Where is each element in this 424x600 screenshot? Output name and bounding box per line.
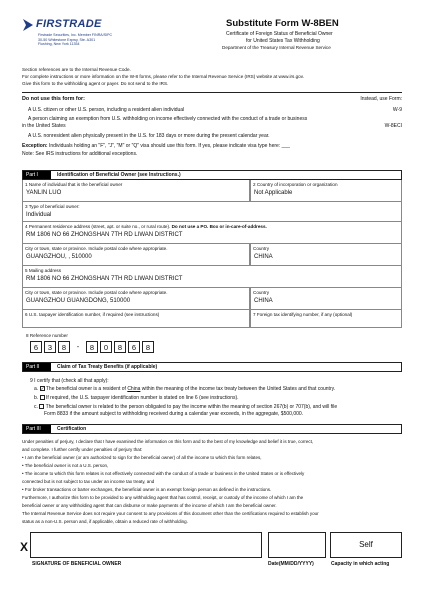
intro-line: Give this form to the withholding agent or payer. Do not send to the IRS. <box>22 81 169 86</box>
logo-arrow-icon <box>22 18 34 32</box>
ref-digit: 8 <box>86 341 98 353</box>
do-not-use-heading: Do not use this form for: <box>22 96 85 102</box>
claim-a[interactable]: a. ✓ The beneficial owner is a resident of China within the meaning of the income tax treaty between the United States and that country. <box>34 386 336 392</box>
form-subtitle-3: Department of the Treasury Internal Revenue Service <box>222 45 331 50</box>
donot-form: W-8ECI <box>384 123 402 129</box>
intro-line: Section references are to the Internal Revenue Code. <box>22 67 131 72</box>
field-3[interactable]: 3 Type of beneficial owner: Individual <box>22 202 402 222</box>
part2-header: Part II Claim of Tax Treaty Benefits (if applicable) <box>22 362 402 372</box>
ref-dash: - <box>76 342 80 351</box>
form-title: Substitute Form W-8BEN <box>226 18 339 29</box>
field-8-label: 8 Reference number <box>26 333 68 338</box>
claim-b[interactable]: b. If required, the U.S. taxpayer identification number is stated on line 6 (see instructions). <box>34 395 239 401</box>
date-label: Date(MM/DD/YYYY) <box>268 561 314 567</box>
intro-line: For complete instructions or more information on the W-8 forms, please refer to the Internal Revenue Service (IRS) website at www.irs.gov. <box>22 74 304 79</box>
field-1[interactable]: 1 Name of individual that is the beneficial owner YANLIN LUO <box>22 180 250 202</box>
capacity-label: Capacity in which acting <box>331 561 390 567</box>
ref-digit: 8 <box>114 341 126 353</box>
field-5-city[interactable]: City or town, state or province. Include postal code where appropriate. GUANGZHOU GUANGDONG, 510000 <box>22 288 250 310</box>
part1-header: Part I Identification of Beneficial Owner (see Instructions.) <box>22 170 402 180</box>
field-6[interactable]: 6 U.S. taxpayer identification number, if required (see instructions) <box>22 310 250 328</box>
checkbox-c[interactable] <box>39 404 44 409</box>
instead-use-heading: Instead, use Form: <box>360 96 402 102</box>
claim-c-cont: Form 8833 if the amount subject to withholding received during a calendar year exceeds, in the aggregate, $500,000. <box>44 411 304 417</box>
line-9-label: 9 I certify that (check all that apply): <box>30 378 109 384</box>
date-field[interactable] <box>268 532 326 558</box>
ref-digit: 0 <box>100 341 112 353</box>
field-4-city[interactable]: City or town, state or province. Include postal code where appropriate. GUANGZHOU, , 510000 <box>22 244 250 266</box>
field-5[interactable]: 5 Mailing address RM 1806 NO 66 ZHONGSHAN 7TH RD LIWAN DISTRICT <box>22 266 402 288</box>
field-7[interactable]: 7 Foreign tax identifying number, if any (optional) <box>250 310 402 328</box>
signature-field[interactable] <box>30 532 262 558</box>
note-text: Note: See IRS instructions for additional exceptions. <box>22 151 138 157</box>
ref-digit: 6 <box>128 341 140 353</box>
donot-row: A U.S. citizen or other U.S. person, including a resident alien individual <box>28 107 185 113</box>
part3-header: Part III Certification <box>22 424 402 434</box>
firm-address: Firstrade Securities, Inc. Member FINRA/SIPC 30-50 Whitestone Expwy, Ste. A301 Flushing, New York 11354 <box>38 33 113 47</box>
checkbox-b[interactable] <box>40 395 45 400</box>
ref-digit: 3 <box>44 341 56 353</box>
donot-row: in the United States <box>22 123 66 129</box>
ref-digit: 6 <box>30 341 42 353</box>
field-4[interactable]: 4 Permanent residence address (street, apt. or suite no., or rural route). Do not use a PO. Box or in-care-of-address. RM 1806 NO 66 ZHONGSHAN 7TH RD LIWAN DISTRICT <box>22 222 402 244</box>
name-value: YANLIN LUO <box>26 190 62 196</box>
donot-row: A U.S. nonresident alien physically present in the U.S. for 183 days or more during the present calendar year. <box>28 133 270 139</box>
sign-here-x: X <box>20 540 29 554</box>
field-5-country[interactable]: Country CHINA <box>250 288 402 310</box>
donot-row: A person claiming an exemption from U.S. withholding on income effectively connected with the conduct of a trade or business <box>28 116 308 122</box>
certification-text: Under penalties of perjury, I declare that I have examined the information on this form and to the best of my knowledge and belief it is true, correct, and complete. I further certify under penalties of perjury that: • I am the beneficial owner (or am authorized to sign for the beneficial owner) of all the income to which this form relates, • The beneficial owner is not a U.S. person, • The income to which this form relates is not effectively connected with the conduct of a trade or business in the United States or is effectively connected but is not subject to tax under an income tax treaty, and • For broker transactions or barter exchanges, the beneficial owner is an exempt foreign person as defined in the instructions. Furthermore, I authorize this form to be provided to any withholding agent that has control, receipt, or custody of the income of which I am the beneficial owner or any withholding agent that can disburse or make payments of the income of which I am the beneficial owner. The Internal Revenue Service does not require your consent to any provisions of this document other than the certifications required to establish your status as a non-U.S. person and, if applicable, obtain a reduced rate of withholding. <box>22 439 319 524</box>
signature-label: SIGNATURE OF BENEFICIAL OWNER <box>32 561 122 567</box>
capacity-field[interactable]: Self <box>330 532 402 558</box>
divider <box>22 92 402 93</box>
claim-c[interactable]: c. The beneficial owner is related to the person obligated to pay the income within the meaning of section 267(b) or 707(b), and will file <box>34 404 338 410</box>
checkbox-a-checked[interactable]: ✓ <box>40 386 45 392</box>
donot-form: W-9 <box>392 107 402 113</box>
logo-wordmark: FIRSTRADE <box>36 18 102 30</box>
ref-digit: 8 <box>58 341 70 353</box>
reference-number-boxes[interactable] <box>30 341 154 353</box>
field-2[interactable]: 2 Country of incorporation or organization Not Applicable <box>250 180 402 202</box>
field-4-country[interactable]: Country CHINA <box>250 244 402 266</box>
form-subtitle-1: Certificate of Foreign Status of Beneficial Owner <box>226 31 333 37</box>
form-subtitle-2: for United States Tax Withholding <box>246 38 320 44</box>
exception-text: Exception: Individuals holding an "F", "J", "M" or "Q" visa should use this form. If yes, please indicate visa type here: ___ <box>22 143 290 149</box>
ref-digit: 8 <box>142 341 154 353</box>
